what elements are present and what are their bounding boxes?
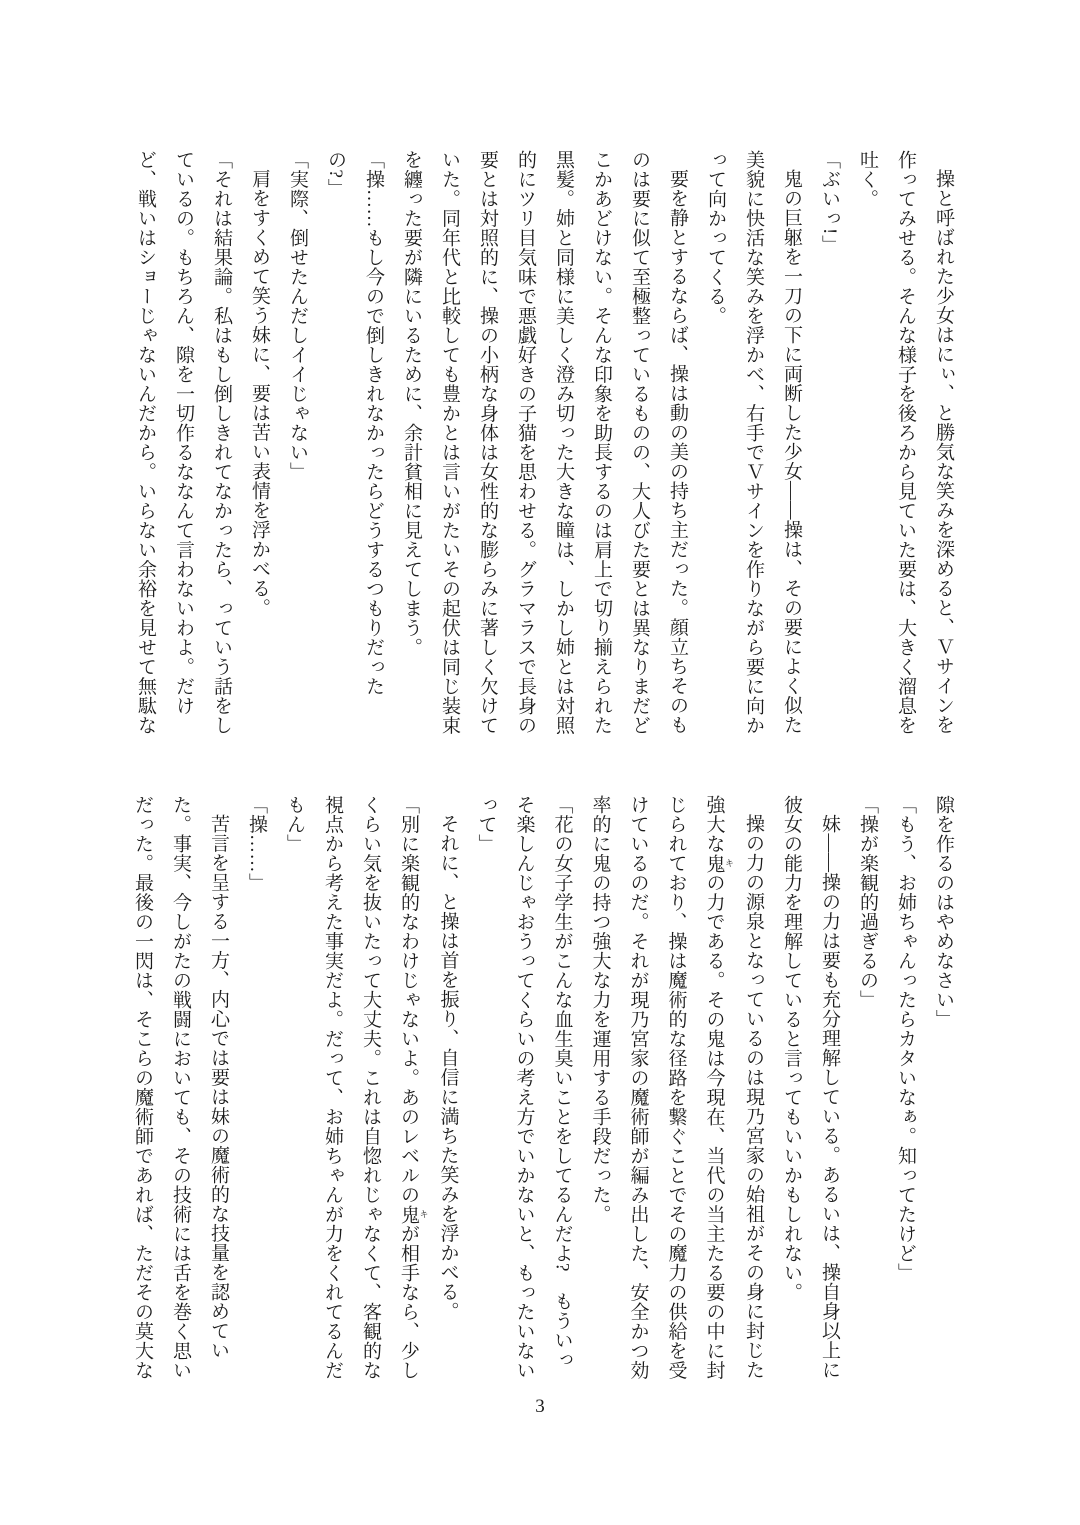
text-line: 要を静とするならば、操は動の美の持ち主だった。顔立ちそのも: [667, 169, 688, 735]
text-line: 彼女の能力を理解していると言ってもいいかもしれない。: [781, 795, 802, 1302]
text-line: 隙を作るのはやめなさい」: [933, 795, 954, 1029]
text-line: 作ってみせる。そんな様子を後ろから見ていた要は、大きく溜息を: [895, 150, 916, 735]
text-line: を纏った要が隣にいるために、余計貧相に見えてしまう。: [401, 150, 422, 657]
text-line: けているのだ。それが現乃宮家の魔術師が編み出した、安全かつ効: [627, 795, 649, 1380]
text-line: 「実際、倒せたんだしイイじゃない」: [287, 150, 308, 482]
text-line: 肩をすくめて笑う妹に、要は苦い表情を浮かべる。: [249, 169, 270, 618]
furigana-ruby: 鬼 キ: [703, 853, 734, 873]
text-line: 「それは結果論。私はもし倒しきれてなかったら、っていう話をし: [211, 150, 232, 735]
text-line: 視点から考えた事実だよ。だって、お姉ちゃんが力をくれてるんだ: [322, 795, 343, 1380]
text-line: いた。同年代と比較しても豊かとは言いがたいその起伏は同じ装束: [439, 150, 460, 735]
text-line: 的にツリ目気味で悪戯好きの子猫を思わせる。グラマラスで長身の: [515, 150, 536, 735]
text-line: 「操が楽観的過ぎるの」: [857, 795, 878, 1010]
text-line: って向かってくる。: [705, 150, 726, 326]
text-line: って」: [475, 795, 497, 854]
text-line: 操と呼ばれた少女はにぃ、と勝気な笑みを深めると、Ｖサインを: [933, 169, 954, 735]
text-line: こかあどけない。そんな印象を助長するのは肩上で切り揃えられた: [591, 150, 612, 735]
text-line: 「操……」: [246, 795, 267, 893]
text-line: 「もう、お姉ちゃんったらカタいなぁ。知ってたけど」: [895, 795, 916, 1283]
text-line: 「操……もし今ので倒しきれなかったらどうするつもりだった: [363, 150, 384, 696]
text-line: ど、戦いはショーじゃないんだから。いらない余裕を見せて無駄な: [135, 150, 156, 735]
text-line: 「別に楽観的なわけじゃないよ。あのレベルの鬼 キが相手なら、少し: [398, 795, 429, 1380]
text-line: 「ぶいっ!」: [819, 150, 840, 255]
text-line: の?」: [325, 150, 346, 198]
text-line: 要とは対照的に、操の小柄な身体は女性的な膨らみに著しく欠けて: [477, 150, 498, 735]
text-line: くらい気を抜いたって大丈夫。これは自惚れじゃなくて、客観的な: [360, 795, 381, 1380]
page-number: 3: [535, 1396, 545, 1417]
text-block-top: [126, 150, 962, 750]
text-line: じられており、操は魔術的な径路を繋ぐことでその魔力の供給を受: [665, 795, 687, 1380]
text-line: だった。最後の一閃は、そこらの魔術師であれば、ただその莫大な: [132, 795, 153, 1380]
text-line: そ楽しんじゃおうってくらいの考え方でいかないと、もったいない: [513, 795, 535, 1380]
text-line: 妹——操の力は要も充分理解している。あるいは、操自身以上に: [819, 814, 840, 1380]
text-line: 吐く。: [857, 150, 878, 209]
text-line: 美貌に快活な笑みを浮かべ、右手でＶサインを作りながら要に向か: [743, 150, 764, 735]
text-line: 強大な鬼 キの力である。その鬼は今現在、当代の当主たる要の中に封: [703, 795, 734, 1380]
text-line: 操の力の源泉となっているのは現乃宮家の始祖がその身に封じた: [743, 814, 764, 1380]
text-line: 率的に鬼の持つ強大な力を運用する手段だった。: [589, 795, 611, 1224]
text-line: 鬼の巨躯を一刀の下に両断した少女——操は、その要によく似た: [781, 169, 802, 735]
text-line: 苦言を呈する一方、内心では要は妹の魔術的な技量を認めてい: [208, 814, 229, 1360]
furigana-ruby: 鬼 キ: [398, 1204, 429, 1224]
text-line: ているの。もちろん、隙を一切作るななんて言わないわよ。だけ: [173, 150, 194, 716]
text-line: た。事実、今しがたの戦闘においても、その技術には舌を巻く思い: [170, 795, 191, 1380]
text-line: 「花の女子学生がこんな血生臭いことをしてるんだよ? もういっ: [551, 795, 573, 1370]
text-line: もん」: [284, 795, 305, 854]
text-line: それに、と操は首を振り、自信に満ちた笑みを浮かべる。: [437, 814, 459, 1321]
text-line: のは要に似て至極整っているものの、大人びた要とは異なりまだど: [629, 150, 650, 735]
text-block-bottom: [123, 795, 962, 1395]
text-line: 黒髪。姉と同様に美しく澄み切った大きな瞳は、しかし姉とは対照: [553, 150, 574, 735]
